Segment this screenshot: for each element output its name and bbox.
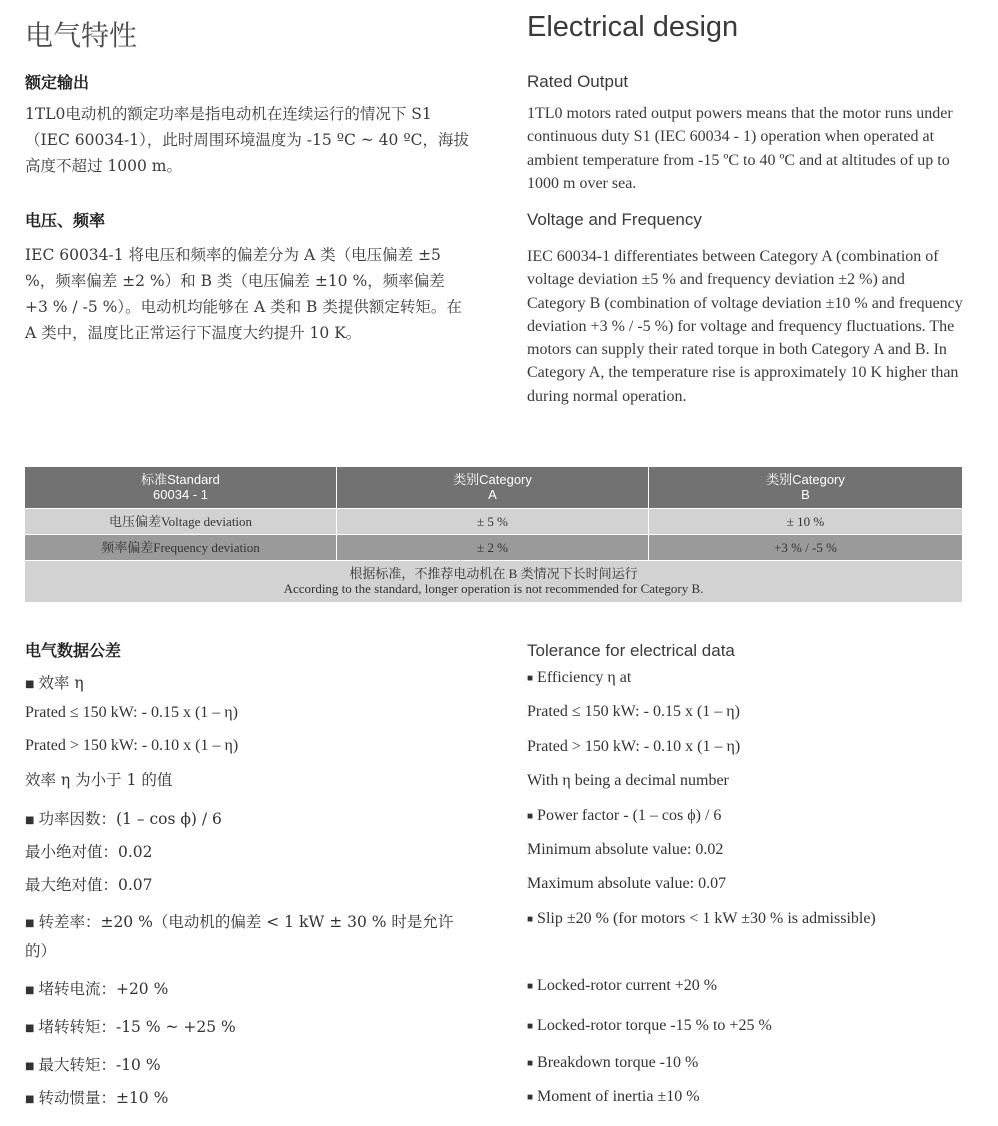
tolerance-line-en: With η being a decimal number bbox=[527, 772, 729, 789]
table-header-row bbox=[25, 467, 962, 509]
tolerance-line-en: ■ Locked-rotor torque -15 % to +25 % bbox=[527, 1017, 772, 1035]
deviation-table bbox=[25, 467, 962, 602]
table-cell-label: 电压偏差Voltage deviation bbox=[25, 509, 337, 534]
tolerance-line-zh: Prated ≤ 150 kW: - 0.15 x (1 – η) bbox=[25, 704, 238, 721]
rated-output-text-en: 1TL0 motors rated output powers means that the motor runs under continuous duty S1 (IEC 60034 - 1) operation when operated at ambient temperature from -15 ºC to 40 ºC and at altitudes of up to 1000 m over sea. bbox=[527, 105, 953, 192]
tolerance-line-en: ■ Moment of inertia ±10 % bbox=[527, 1088, 700, 1106]
table-cell-a: ± 2 % bbox=[337, 535, 649, 560]
table-row bbox=[25, 509, 962, 535]
table-cell-b: +3 % / -5 % bbox=[649, 535, 962, 560]
tolerance-line-en: ■ Slip ±20 % (for motors < 1 kW ±30 % is admissible) bbox=[527, 910, 876, 928]
tolerance-line-zh: ■ 转动惯量：±10 % bbox=[25, 1086, 168, 1108]
tolerance-line-en: Prated ≤ 150 kW: - 0.15 x (1 – η) bbox=[527, 703, 740, 720]
voltage-text-zh: IEC 60034-1 将电压和频率的偏差分为 A 类（电压偏差 ±5 %，频率偏差 ±2 %）和 B 类（电压偏差 ±10 %，频率偏差 +3 % / -5 %）。电动机均能够在 A 类和 B 类提供额定转矩。在 A 类中，温度比正常运行下温度大约提升 10 K。 bbox=[25, 246, 462, 342]
table-note bbox=[25, 561, 962, 602]
table-note-zh: 根据标准，不推荐电动机在 B 类情况下长时间运行 bbox=[349, 566, 638, 581]
voltage-text-en: IEC 60034-1 differentiates between Category A (combination of voltage deviation ±5 % and frequency deviation ±2 %) and Category B (combination of voltage deviation ±10 % and frequency deviation +3 % / -5 %) for voltage and frequency fluctuations. The motors can supply their rated torque in both Category A and B. In Category A, the temperature rise is approximately 10 K higher than during normal operation. bbox=[527, 248, 963, 405]
tolerance-line-en: ■ Breakdown torque -10 % bbox=[527, 1054, 698, 1072]
rated-output-heading-en: Rated Output bbox=[527, 72, 629, 91]
table-header-category-b: 类别Category B bbox=[649, 467, 962, 508]
tolerance-line-en: ■ Power factor - (1 – cos ϕ) / 6 bbox=[527, 807, 721, 825]
tolerance-line-zh: ■ 功率因数：(1 – cos ϕ) / 6 bbox=[25, 807, 222, 829]
voltage-heading-en: Voltage and Frequency bbox=[527, 210, 702, 229]
table-cell-label: 频率偏差Frequency deviation bbox=[25, 535, 337, 560]
table-cell-b: ± 10 % bbox=[649, 509, 962, 534]
tolerance-line-en: ■ Locked-rotor current +20 % bbox=[527, 977, 717, 995]
table-row bbox=[25, 535, 962, 561]
tolerance-line-zh: ■ 堵转转矩：-15 % ~ +25 % bbox=[25, 1015, 236, 1037]
tolerance-heading-zh: 电气数据公差 bbox=[25, 641, 122, 660]
voltage-heading-zh: 电压、频率 bbox=[25, 211, 106, 230]
page-title-en: Electrical design bbox=[527, 11, 739, 43]
rated-output-heading-zh: 额定输出 bbox=[25, 73, 90, 92]
tolerance-line-en: Minimum absolute value: 0.02 bbox=[527, 841, 724, 858]
tolerance-line-en: Prated > 150 kW: - 0.10 x (1 – η) bbox=[527, 738, 741, 755]
tolerance-line-zh: ■ 最大转矩：-10 % bbox=[25, 1053, 161, 1075]
tolerance-line-zh: Prated > 150 kW: - 0.10 x (1 – η) bbox=[25, 737, 239, 754]
tolerance-line-zh: ■ 效率 η bbox=[25, 671, 84, 693]
tolerance-heading-en: Tolerance for electrical data bbox=[527, 641, 735, 660]
page-title-zh: 电气特性 bbox=[25, 19, 138, 52]
table-header-category-a: 类别Category A bbox=[337, 467, 649, 508]
rated-output-text-zh: 1TL0电动机的额定功率是指电动机在连续运行的情况下 S1（IEC 60034-1），此时周围环境温度为 -15 ºC ~ 40 ºC，海拔高度不超过 1000 m。 bbox=[25, 105, 469, 175]
table-cell-a: ± 5 % bbox=[337, 509, 649, 534]
tolerance-line-zh: 效率 η 为小于 1 的值 bbox=[25, 771, 173, 789]
tolerance-line-zh: ■ 堵转电流：+20 % bbox=[25, 977, 168, 999]
table-note-en: According to the standard, longer operation is not recommended for Category B. bbox=[283, 581, 704, 596]
tolerance-line-zh: 最大绝对值：0.07 bbox=[25, 876, 153, 894]
tolerance-line-zh: ■ 转差率：±20 %（电动机的偏差 < 1 kW ± 30 % 时是允许的） bbox=[25, 909, 465, 964]
tolerance-line-en: Maximum absolute value: 0.07 bbox=[527, 875, 727, 892]
table-header-standard: 标准Standard 60034 - 1 bbox=[25, 467, 337, 508]
tolerance-line-zh: 最小绝对值：0.02 bbox=[25, 843, 153, 861]
tolerance-line-en: ■ Efficiency η at bbox=[527, 669, 631, 687]
